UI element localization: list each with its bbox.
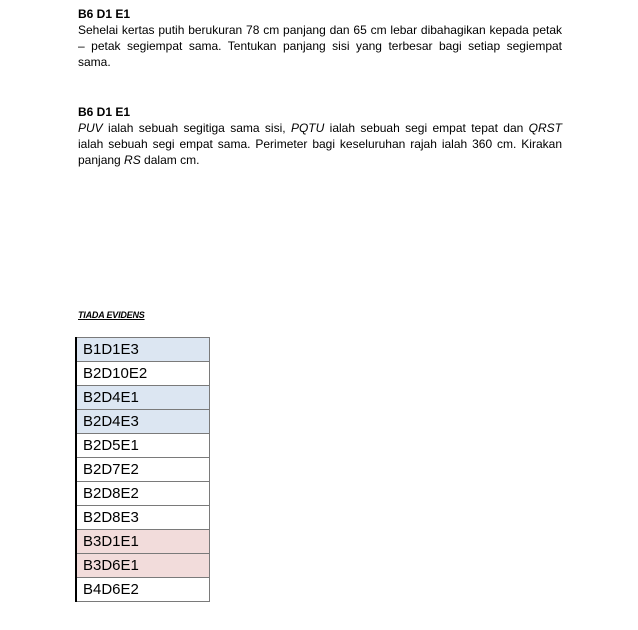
table-row	[76, 434, 210, 458]
question-block-2	[78, 104, 562, 168]
table-row	[76, 410, 210, 434]
code-cell: B2D4E1	[76, 386, 210, 410]
table-row	[76, 578, 210, 602]
q2-part: ialah sebuah segi empat sama. Perimeter bagi keseluruhan rajah ialah 360 cm. Kirakan panjang	[78, 137, 562, 167]
question-text-1: Sehelai kertas putih berukuran 78 cm panjang dan 65 cm lebar dibahagikan kepada petak – petak segiempat sama. Tentukan panjang sisi yang terbesar bagi setiap segiempat sama.	[78, 23, 562, 69]
table-row	[76, 338, 210, 362]
code-cell: B1D1E3	[76, 338, 210, 362]
table-row	[76, 506, 210, 530]
question-code-2: B6 D1 E1	[78, 105, 131, 119]
table-row	[76, 458, 210, 482]
table-row	[76, 554, 210, 578]
q2-part: PQTU	[290, 121, 325, 135]
q2-part: ialah sebuah segitiga sama sisi,	[102, 121, 291, 135]
table-row	[76, 482, 210, 506]
q2-part: QRST	[528, 121, 562, 135]
code-cell: B2D7E2	[76, 458, 210, 482]
question-code-1: B6 D1 E1	[78, 7, 131, 21]
code-cell: B3D6E1	[76, 554, 210, 578]
code-cell: B2D5E1	[76, 434, 210, 458]
code-cell: B2D8E2	[76, 482, 210, 506]
question-text-2	[78, 120, 562, 168]
code-table	[75, 337, 210, 602]
q2-part: ialah sebuah segi empat tepat dan	[324, 121, 529, 135]
table-row	[76, 386, 210, 410]
code-cell: B2D4E3	[76, 410, 210, 434]
code-cell: B2D8E3	[76, 506, 210, 530]
code-cell: B2D10E2	[76, 362, 210, 386]
code-cell: B4D6E2	[76, 578, 210, 602]
code-cell: B3D1E1	[76, 530, 210, 554]
q2-part: PUV	[78, 121, 103, 135]
table-row	[76, 530, 210, 554]
q2-part: dalam cm.	[140, 153, 200, 167]
table-row	[76, 362, 210, 386]
question-block-1	[78, 6, 562, 70]
q2-part: RS	[124, 153, 141, 167]
no-evidence-label: TIADA EVIDENS	[78, 310, 145, 320]
